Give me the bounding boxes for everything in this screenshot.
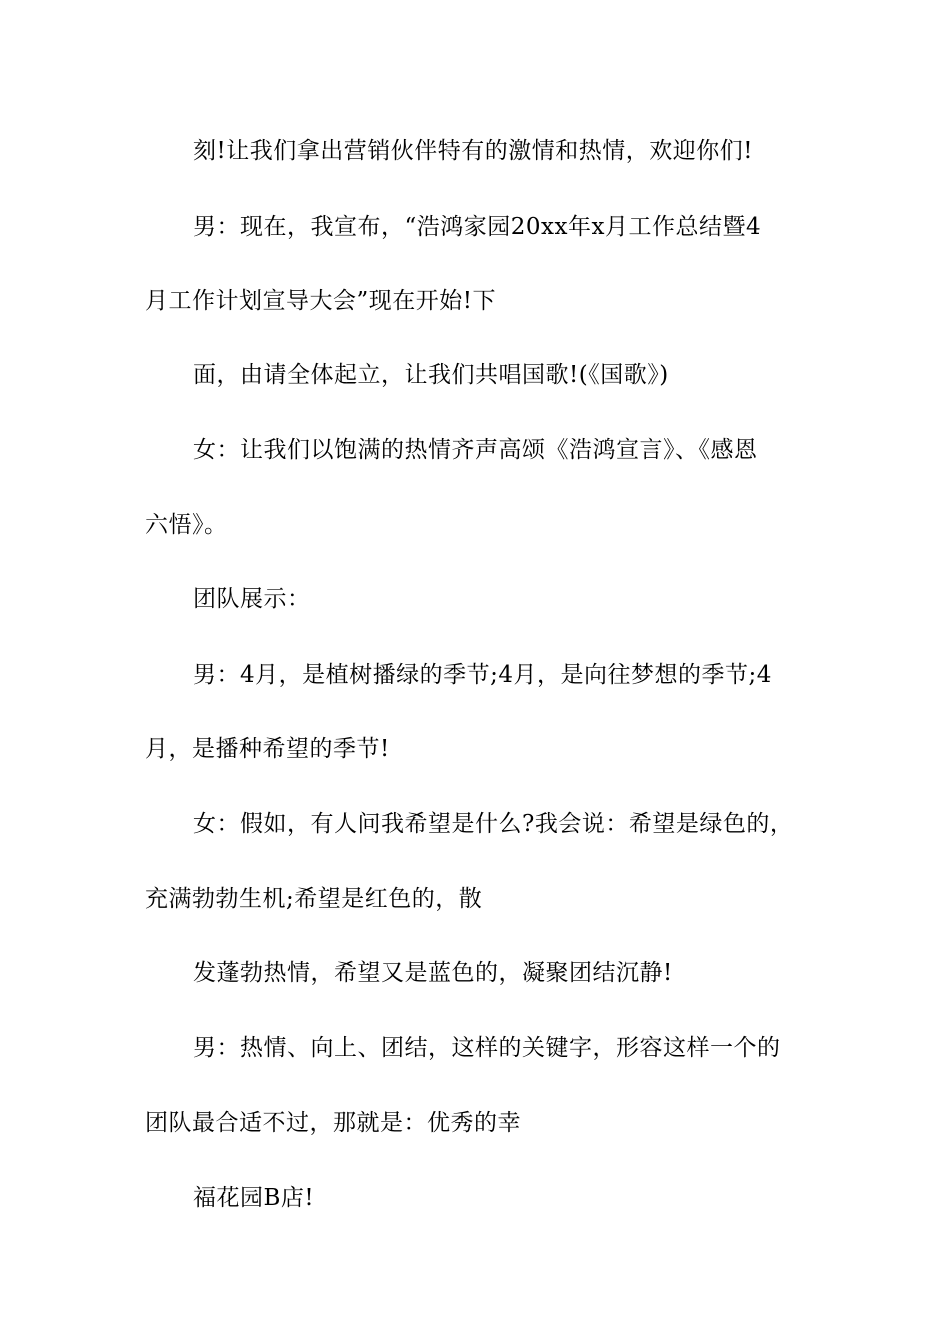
text-line-10: 女：假如，有人问我希望是什么?我会说：希望是绿色的， <box>193 811 794 837</box>
text-line-9: 月，是播种希望的季节! <box>145 736 390 762</box>
text-line-4: 面，由请全体起立，让我们共唱国歌!(《国歌》) <box>193 362 669 388</box>
text-line-11: 充满勃勃生机;希望是红色的，散 <box>145 886 483 912</box>
text-line-7: 团队展示： <box>193 586 311 612</box>
text-line-14: 团队最合适不过，那就是：优秀的幸 <box>145 1110 521 1136</box>
text-line-1: 刻!让我们拿出营销伙伴特有的激情和热情，欢迎你们! <box>193 138 753 164</box>
text-line-5: 女：让我们以饱满的热情齐声高颂《浩鸿宣言》、《感恩 <box>193 437 758 463</box>
text-line-12: 发蓬勃热情，希望又是蓝色的，凝聚团结沉静! <box>193 960 673 986</box>
text-line-6: 六悟》。 <box>145 512 228 538</box>
text-line-13: 男：热情、向上、团结，这样的关键字，形容这样一个的 <box>193 1035 781 1061</box>
text-line-3: 月工作计划宣导大会”现在开始!下 <box>145 288 497 314</box>
text-line-15: 福花园B店! <box>193 1185 315 1211</box>
text-line-8: 男：4月，是植树播绿的季节;4月，是向往梦想的季节;4 <box>193 662 772 688</box>
text-line-2: 男：现在，我宣布，“浩鸿家园20xx年x月工作总结暨4 <box>193 214 762 240</box>
